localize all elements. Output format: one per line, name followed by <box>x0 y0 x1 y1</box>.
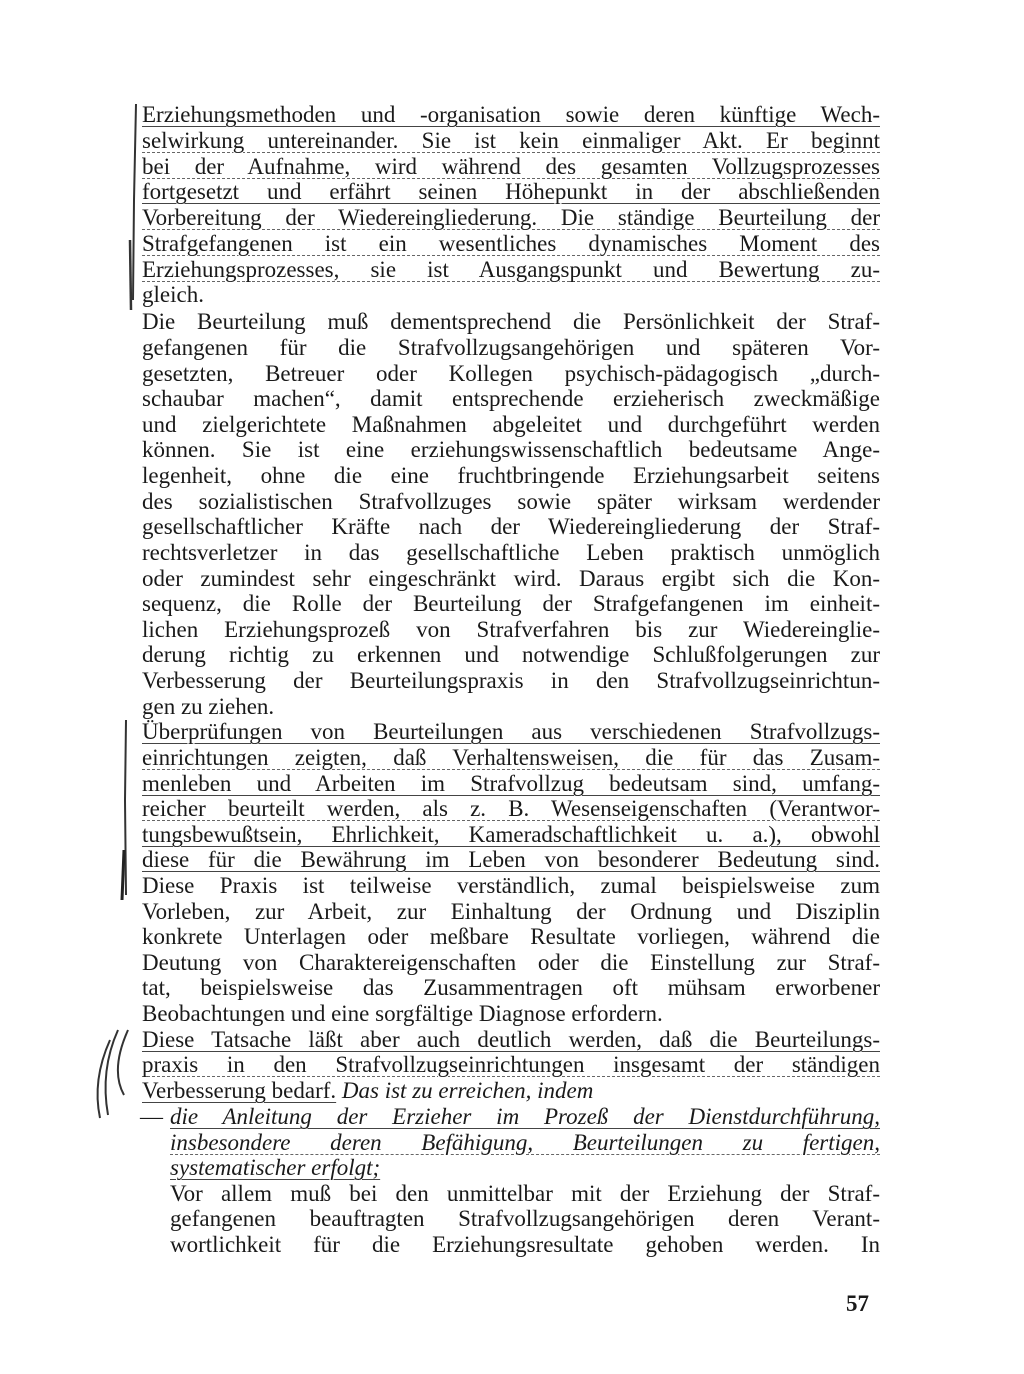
text-line: Die Beurteilung muß dementsprechend die Persönlichkeit der Straf- <box>142 309 880 334</box>
text-line: Erziehungsmethoden und -organisation sowie deren künftige Wech- <box>142 102 880 127</box>
list-item-line: die Anleitung der Erzieher im Prozeß der Dienstdurchführung, <box>170 1104 880 1129</box>
text-line: Deutung von Charaktereigenschaften oder die Einstellung zur Straf- <box>142 950 880 975</box>
text-line: rechtsverletzer in das gesellschaftliche Leben praktisch unmöglich <box>142 540 880 565</box>
text-line: reicher beurteilt werden, als z. B. Wesenseigenschaften (Verantwor- <box>142 796 880 821</box>
text-line: Überprüfungen von Beurteilungen aus verschiedenen Strafvollzugs- <box>142 719 880 744</box>
text-line: Verbesserung der Beurteilungspraxis in den Strafvollzugseinrichtun- <box>142 668 880 693</box>
margin-bracket-2 <box>130 240 131 310</box>
margin-bracket-7 <box>98 1040 110 1118</box>
text-line: Diese Praxis ist teilweise verständlich, zumal beispielsweise zum <box>142 873 880 898</box>
text-line: Diese Tatsache läßt aber auch deutlich werden, daß die Beurteilungs- <box>142 1027 880 1052</box>
text-line: oder zumindest sehr eingeschränkt wird. Daraus ergibt sich die Kon- <box>142 566 880 591</box>
margin-bracket-6 <box>106 1030 118 1115</box>
text-line: selwirkung untereinander. Sie ist kein einmaliger Akt. Er beginnt <box>142 128 880 153</box>
margin-bracket-1 <box>133 104 136 300</box>
text-line: diese für die Bewährung im Leben von besonderer Bedeutung sind. <box>142 847 880 872</box>
text-line: gefangenen für die Strafvollzugsangehörigen und späteren Vor- <box>142 335 880 360</box>
text-line: und zielgerichtete Maßnahmen abgeleitet und durchgeführt werden <box>142 412 880 437</box>
text-line: Vorbereitung der Wiedereingliederung. Die ständige Beurteilung der <box>142 205 880 230</box>
text-line: Vor allem muß bei den unmittelbar mit der Erziehung der Straf- <box>170 1181 880 1206</box>
text-line: lichen Erziehungsprozeß von Strafverfahren bis zur Wiedereinglie- <box>142 617 880 642</box>
text-line: gleich. <box>142 282 204 307</box>
text-line <box>142 1078 880 1104</box>
text-line: schaubar machen“, damit entsprechende erzieherisch zweckmäßige <box>142 386 880 411</box>
list-item-line: systematischer erfolgt; <box>170 1155 381 1180</box>
italic-text-span: Das ist zu erreichen, indem <box>341 1078 594 1103</box>
text-line: Beobachtungen und eine sorgfältige Diagnose erfordern. <box>142 1001 663 1026</box>
text-line: wortlichkeit für die Erziehungsresultate gehoben werden. In <box>170 1232 880 1257</box>
text-line: menleben und Arbeiten im Strafvollzug bedeutsam sind, umfang- <box>142 771 880 796</box>
text-line: derung richtig zu erkennen und notwendige Schlußfolgerungen zur <box>142 642 880 667</box>
text-line: des sozialistischen Strafvollzuges sowie später wirksam werdender <box>142 489 880 514</box>
text-line: gen zu ziehen. <box>142 694 275 719</box>
margin-bracket-4 <box>122 850 124 900</box>
text-line: bei der Aufnahme, wird während des gesamten Vollzugsprozesses <box>142 154 880 179</box>
text-line: sequenz, die Rolle der Beurteilung der Strafgefangenen im einheit- <box>142 591 880 616</box>
text-line: Erziehungsprozesses, sie ist Ausgangspunkt und Bewertung zu- <box>142 257 880 282</box>
text-line: konkrete Unterlagen oder meßbare Resultate vorliegen, während die <box>142 924 880 949</box>
text-span: Verbesserung bedarf. <box>142 1078 337 1103</box>
text-line: tat, beispielsweise das Zusammentragen oft mühsam erworbener <box>142 975 880 1000</box>
text-line: praxis in den Strafvollzugseinrichtungen insgesamt der ständigen <box>142 1052 880 1077</box>
text-line: fortgesetzt und erfährt seinen Höhepunkt in der abschließenden <box>142 179 880 204</box>
text-line: gefangenen beauftragten Strafvollzugsangehörigen deren Verant- <box>170 1206 880 1231</box>
list-dash: — <box>140 1104 163 1129</box>
text-line: einrichtungen zeigten, daß Verhaltensweisen, die für das Zusam- <box>142 745 880 770</box>
text-line: legenheit, ohne die eine fruchtbringende Erziehungsarbeit seitens <box>142 463 880 488</box>
page-number: 57 <box>846 1291 869 1316</box>
margin-bracket-5 <box>118 1030 128 1095</box>
text-line: Strafgefangenen ist ein wesentliches dynamisches Moment des <box>142 231 880 256</box>
text-line: tungsbewußtsein, Ehrlichkeit, Kameradschaftlichkeit u. a.), obwohl <box>142 822 880 847</box>
margin-bracket-3 <box>125 720 126 895</box>
text-line: Vorleben, zur Arbeit, zur Einhaltung der Ordnung und Disziplin <box>142 899 880 924</box>
text-line: gesellschaftlicher Kräfte nach der Wiedereingliederung der Straf- <box>142 514 880 539</box>
text-line: können. Sie ist eine erziehungswissenschaftlich bedeutsame Ange- <box>142 437 880 462</box>
list-item-line: insbesondere deren Befähigung, Beurteilungen zu fertigen, <box>170 1130 880 1155</box>
text-line: gesetzten, Betreuer oder Kollegen psychisch-pädagogisch „durch- <box>142 361 880 386</box>
